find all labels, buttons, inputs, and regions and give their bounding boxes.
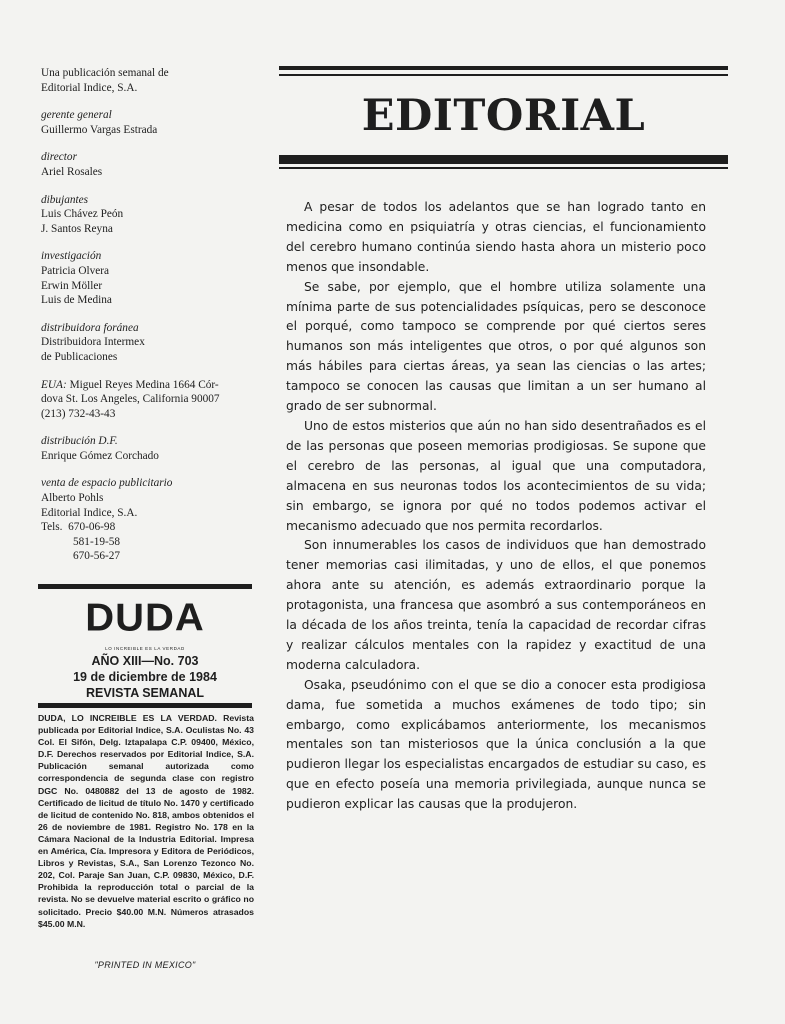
eua-line <box>41 378 256 393</box>
legal-notice: DUDA, LO INCREIBLE ES LA VERDAD. Revista publicada por Editorial Indice, S.A. Oculistas No. 43 Col. El Sifón, Delg. Iztapalapa C.P. 09400, México, D.F. Derechos reservados por Editorial Indice, S.A. Publicación semanal autorizada como correspondencia de segunda clase con registro DGC No. 0480882 del 13 de agosto de 1982. Certificado de licitud de título No. 1470 y certificado de licitud de contenido No. 818, ambos obtenidos el 26 de noviembre de 1981. Registro No. 178 en la Cámara Nacional de la Industria Editorial. Impresa en América, Cía. Impresora y Editora de Periódicos, Libros y Revistas, S.A., San Lorenzo Tezonco No. 202, Col. Paraje San Juan, C.P. 09830, México, D.F. Prohibida la reproducción total o parcial de la revista. No se devuelve material escrito o gráfico no solicitado. Precio $40.00 M.N. Números atrasados $45.00 M.N. <box>38 713 254 929</box>
tel-number: 670-56-27 <box>73 550 121 563</box>
article-paragraph: Uno de estos misterios que aún no han sido desentrañados es el de las personas que poseen memorias prodigiosas. Se supone que el cerebro de las personas, al igual que una computadora, almacena en sus neuronas todos los acontecimientos de su vida; sin embargo, se ignora por qué no todos podemos activar el mecanismo adecuado que nos permita recordarlos. <box>286 418 706 533</box>
credit-name: Patricia Olvera <box>41 264 110 277</box>
credit-role: dibujantes <box>41 193 89 206</box>
credit-role: venta de espacio publicitario <box>41 477 173 490</box>
eua-label: EUA: <box>41 378 67 391</box>
credit-role: director <box>41 151 77 164</box>
credit-name: Ariel Rosales <box>41 165 103 178</box>
article-paragraph: Son innumerables los casos de individuos que han demostrado tener memorias casi ilimitadas, y uno de ellos, el que ponemos ahora ante su atención, es además extraordinario porque la protagonista, una francesa que asombró a sus contemporáneos en la década de los años treinta, tenía la capacidad de recordar cifras y realizar cálculos mentales con la rapidez y exactitud de una moderna calculadora. <box>286 538 706 672</box>
credit-df <box>41 434 256 463</box>
credit-role: distribuidora foránea <box>41 321 139 334</box>
editorial-article <box>286 198 706 815</box>
eua-address-2: dova St. Los Angeles, California 90007 <box>41 393 220 406</box>
credit-name: Luis de Medina <box>41 294 112 307</box>
credit-director <box>41 150 256 179</box>
credit-name: Alberto Pohls <box>41 492 104 505</box>
title-rule-top <box>279 66 728 70</box>
article-paragraph: Osaka, pseudónimo con el que se dio a conocer esta prodigiosa dama, fue sometida a muchos exámenes de todo tipo; sin embargo, como explicábamos anteriormente, los mecanismos mentales son tan misteriosos que la única conclusión a la que pudieron llegar los especialistas encargados de estudiar su caso, es que en efecto poseía una memoria privilegiada, aunque nunca se pudieron explicar las causas que la produjeron. <box>286 677 706 812</box>
publisher-credit <box>41 66 256 95</box>
tels-label: Tels. <box>41 521 63 534</box>
credit-role: distribución D.F. <box>41 435 118 448</box>
credit-name: Luis Chávez Peón <box>41 208 124 221</box>
tel-number: 670-06-98 <box>68 521 116 534</box>
tels-line <box>41 520 256 535</box>
eua-address-1: Miguel Reyes Medina 1664 Cór- <box>69 378 219 391</box>
credit-name: J. Santos Reyna <box>41 222 113 235</box>
credit-distribuidora <box>41 321 256 365</box>
editorial-title: EDITORIAL <box>361 91 646 141</box>
duda-tagline: LO INCREIBLE ES LA VERDAD <box>105 646 185 651</box>
credit-ads <box>41 476 256 564</box>
title-rule-bottom-thin <box>279 167 728 169</box>
title-rule-top-thin <box>279 74 728 76</box>
credit-gerente <box>41 108 256 137</box>
credit-eua <box>41 378 256 422</box>
publisher-line: Editorial Indice, S.A. <box>41 81 138 94</box>
printed-in-mexico: "PRINTED IN MEXICO" <box>94 960 196 970</box>
article-paragraph: A pesar de todos los adelantos que se han logrado tanto en medicina como en psiquiatría y otras ciencias, el funcionamiento del cerebro humano continúa siendo hasta ahora un misterio poco menos que insondable. <box>286 200 706 274</box>
issue-date: 19 de diciembre de 1984 <box>73 670 217 684</box>
credit-name: Editorial Indice, S.A. <box>41 506 138 519</box>
credit-investigacion <box>41 249 256 307</box>
publisher-line: Una publicación semanal de <box>41 67 169 79</box>
duda-logo: DUDA <box>85 596 205 640</box>
credit-dibujantes <box>41 193 256 237</box>
credit-role: gerente general <box>41 109 112 122</box>
issue-info <box>38 653 252 701</box>
divider-rule <box>38 703 252 708</box>
credit-name: Erwin Möller <box>41 279 103 292</box>
masthead-column <box>41 66 256 577</box>
credit-role: investigación <box>41 250 102 263</box>
credit-name: Distribuidora Intermex <box>41 336 145 349</box>
divider-rule <box>38 584 252 589</box>
article-paragraph: Se sabe, por ejemplo, que el hombre utiliza solamente una mínima parte de sus potencialidades psíquicas, pero se desconoce el porqué, como tampoco se comprende por qué ciertos seres humanos son más inteligentes que otros, o por qué algunos son más hábiles para ciertas áreas, ya sean las ciencias o las artes; tampoco se conocen las causas que limitan a un ser humano al grado de ser subnormal. <box>286 279 706 414</box>
issue-type: REVISTA SEMANAL <box>85 686 205 700</box>
credit-name: Guillermo Vargas Estrada <box>41 123 158 136</box>
title-rule-bottom <box>279 155 728 164</box>
eua-phone: (213) 732-43-43 <box>41 407 116 420</box>
tel-number: 581-19-58 <box>73 535 121 548</box>
credit-name: Enrique Gómez Corchado <box>41 449 159 462</box>
credit-name: de Publicaciones <box>41 350 118 363</box>
issue-volume: AÑO XIII—No. 703 <box>91 654 199 668</box>
